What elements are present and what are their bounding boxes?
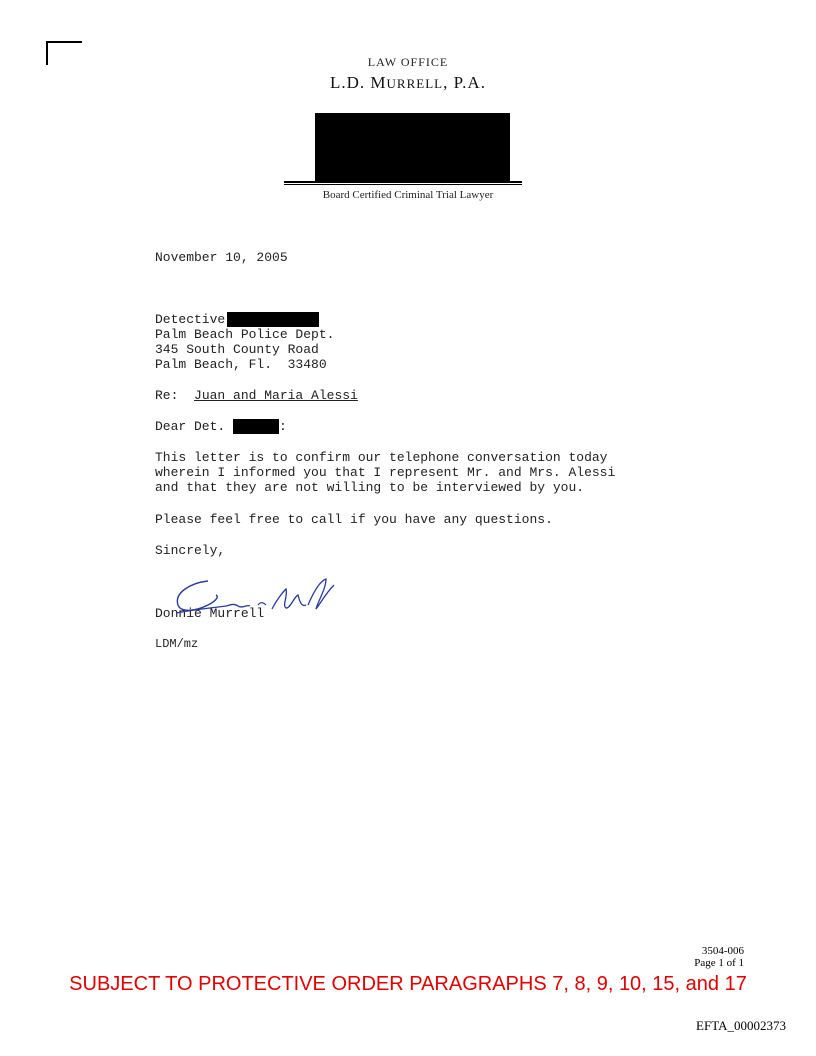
- salutation-name-redaction: [233, 419, 279, 434]
- doc-number: 3504-006: [701, 945, 744, 957]
- body-line-1: This letter is to confirm our telephone conversation today: [155, 450, 608, 465]
- initials: LDM/mz: [155, 637, 199, 651]
- address-line-1: Palm Beach Police Dept.: [155, 327, 335, 342]
- letterhead-rule-thin: [284, 184, 522, 185]
- document-reference: [694, 945, 744, 969]
- re-subject: Juan and Maria Alessi: [194, 388, 358, 403]
- firm-name-prefix: L.D. M: [330, 73, 387, 92]
- letterhead-rule: [284, 181, 522, 183]
- salutation: [155, 419, 287, 434]
- page-indicator: Page 1 of 1: [694, 957, 744, 969]
- salutation-suffix: :: [279, 419, 287, 434]
- recipient-title: Detective: [155, 312, 226, 327]
- firm-name-smallcaps: URRELL: [386, 76, 444, 91]
- address-line-3: Palm Beach, Fl. 33480: [155, 357, 327, 372]
- letterhead-subtitle: Board Certified Criminal Trial Lawyer: [322, 189, 494, 201]
- re-line: [155, 388, 358, 403]
- recipient-line: [155, 312, 319, 327]
- salutation-prefix: Dear Det.: [155, 419, 226, 434]
- body-line-2: wherein I informed you that I represent Mr. and Mrs. Alessi: [155, 465, 616, 480]
- address-line-2: 345 South County Road: [155, 342, 319, 357]
- signer-name: Donnie Murrell: [155, 606, 265, 621]
- protective-order-notice: SUBJECT TO PROTECTIVE ORDER PARAGRAPHS 7, 8, 9, 10, 15, and 17: [69, 973, 747, 995]
- letter-date: November 10, 2005: [155, 250, 288, 265]
- letterhead-redaction: [315, 113, 510, 181]
- letterhead: [0, 55, 816, 93]
- firm-name-suffix: , P.A.: [443, 73, 486, 92]
- firm-name: [0, 73, 816, 93]
- signoff: Sincrely,: [155, 543, 226, 558]
- signature-image: [168, 575, 343, 620]
- closing-line: Please feel free to call if you have any questions.: [155, 512, 553, 527]
- body-line-3: and that they are not willing to be interviewed by you.: [155, 480, 585, 495]
- recipient-name-redaction: [227, 312, 319, 327]
- letterhead-label: LAW OFFICE: [367, 55, 449, 69]
- bates-number: EFTA_00002373: [696, 1018, 786, 1033]
- re-label: Re:: [155, 388, 179, 403]
